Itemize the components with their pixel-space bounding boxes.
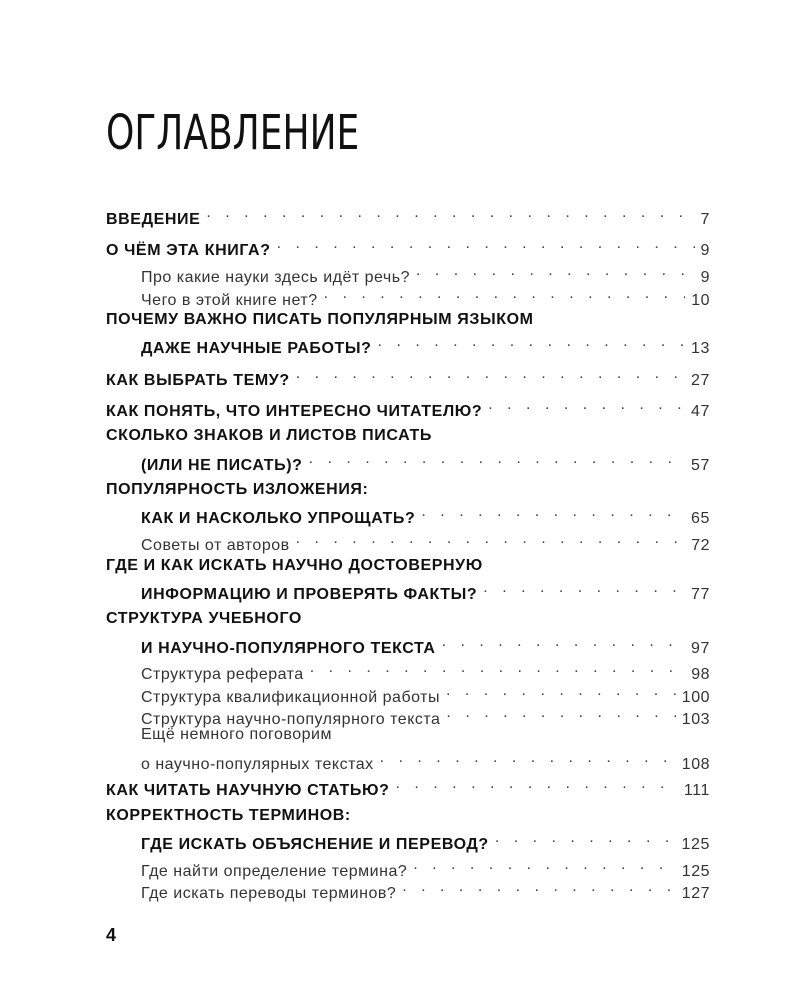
- toc-subentry-title: Структура научно-популярного текста: [141, 711, 441, 728]
- toc-leader-dots: [442, 631, 685, 653]
- toc-subentry-page: 103: [681, 711, 710, 728]
- toc-entry-title: КОРРЕКТНОСТЬ ТЕРМИНОВ:: [106, 807, 351, 824]
- toc-subentry-title: Структура реферата: [141, 666, 304, 683]
- toc-leader-dots: [396, 773, 678, 795]
- toc-leader-dots: [446, 702, 675, 724]
- toc-entry-title: СКОЛЬКО ЗНАКОВ И ЛИСТОВ ПИСАТЬ: [106, 427, 432, 444]
- toc-entry-page: 57: [691, 457, 710, 474]
- toc-entry-title: ИНФОРМАЦИЮ И ПРОВЕРЯТЬ ФАКТЫ?: [141, 586, 478, 603]
- toc-subentry-page: 72: [691, 537, 710, 554]
- toc-entry-title: СТРУКТУРА УЧЕБНОГО: [106, 610, 302, 627]
- toc-leader-dots: [416, 260, 695, 282]
- toc-entry: [106, 363, 710, 392]
- toc-subentry-title: Где искать переводы терминов?: [141, 885, 397, 902]
- toc-entry-title: ВВЕДЕНИЕ: [106, 211, 201, 228]
- toc-entry-page: 47: [691, 403, 710, 420]
- toc-subentry-title: о научно-популярных текстах: [141, 756, 374, 773]
- toc-entry-page: 77: [691, 586, 710, 603]
- toc-entry-title: КАК И НАСКОЛЬКО УПРОЩАТЬ?: [141, 510, 416, 527]
- toc-entry-title: О ЧЁМ ЭТА КНИГА?: [106, 242, 271, 259]
- toc-entry: [106, 233, 710, 262]
- toc-entry: [141, 631, 710, 660]
- toc-subentry-title: Чего в этой книге нет?: [141, 292, 318, 309]
- toc-leader-dots: [495, 827, 676, 849]
- toc-subentry-page: 10: [691, 292, 710, 309]
- toc-subentry-page: 108: [681, 756, 710, 773]
- toc-entry: [141, 577, 710, 606]
- toc-entry: [141, 501, 710, 530]
- toc-entry-title: ГДЕ ИСКАТЬ ОБЪЯСНЕНИЕ И ПЕРЕВОД?: [141, 836, 489, 853]
- toc-subentry-page: 127: [681, 885, 710, 902]
- toc-entry-title: (ИЛИ НЕ ПИСАТЬ)?: [141, 457, 303, 474]
- toc-entry-title: И НАУЧНО-ПОПУЛЯРНОГО ТЕКСТА: [141, 640, 436, 657]
- toc-entry-title: КАК ЧИТАТЬ НАУЧНУЮ СТАТЬЮ?: [106, 782, 390, 799]
- toc-entry-page: 9: [700, 242, 710, 259]
- toc-subentry-title: Где найти определение термина?: [141, 863, 408, 880]
- toc-subentry-title: Структура квалификационной работы: [141, 689, 440, 706]
- toc-leader-dots: [206, 202, 694, 224]
- toc-subentry: [141, 876, 710, 905]
- toc-leader-dots: [277, 233, 695, 255]
- toc-entry-line: [106, 309, 710, 331]
- toc-entry: [141, 448, 710, 477]
- toc-entry: [106, 394, 710, 423]
- page-number: 4: [106, 925, 117, 945]
- toc-leader-dots: [402, 876, 676, 898]
- toc-entry-page: 65: [691, 510, 710, 527]
- toc-entry: [106, 202, 710, 231]
- toc-entry-line: [106, 479, 710, 501]
- toc-entry-page: 27: [691, 372, 710, 389]
- toc-entry-page: 13: [691, 340, 710, 357]
- toc-subentry-line: [141, 724, 710, 746]
- toc-entry-title: ПОПУЛЯРНОСТЬ ИЗЛОЖЕНИЯ:: [106, 481, 369, 498]
- toc-subentry: [141, 747, 710, 776]
- toc-subentry-page: 9: [700, 269, 710, 286]
- toc-subentry-page: 100: [681, 689, 710, 706]
- toc-entry-title: ДАЖЕ НАУЧНЫЕ РАБОТЫ?: [141, 340, 372, 357]
- toc-leader-dots: [446, 680, 676, 702]
- toc-entry-page: 97: [691, 640, 710, 657]
- toc-entry-page: 125: [681, 836, 710, 853]
- toc-leader-dots: [309, 448, 685, 470]
- toc-subentry-page: 98: [691, 666, 710, 683]
- toc-entry-page: 111: [683, 782, 710, 799]
- toc-subentry-title: Про какие науки здесь идёт речь?: [141, 269, 410, 286]
- toc-leader-dots: [324, 283, 686, 305]
- toc-entry-line: [106, 805, 710, 827]
- toc-entry-line: [106, 555, 710, 577]
- toc-leader-dots: [310, 657, 686, 679]
- toc-leader-dots: [380, 747, 676, 769]
- toc-leader-dots: [413, 854, 676, 876]
- toc-leader-dots: [421, 501, 685, 523]
- toc-entry: [141, 331, 710, 360]
- toc-entry-title: КАК ВЫБРАТЬ ТЕМУ?: [106, 372, 290, 389]
- toc-entry-title: КАК ПОНЯТЬ, ЧТО ИНТЕРЕСНО ЧИТАТЕЛЮ?: [106, 403, 483, 420]
- toc-leader-dots: [296, 363, 685, 385]
- toc-subentry-page: 125: [681, 863, 710, 880]
- toc-subentry: [141, 528, 710, 557]
- toc-entry-title: ПОЧЕМУ ВАЖНО ПИСАТЬ ПОПУЛЯРНЫМ ЯЗЫКОМ: [106, 311, 534, 328]
- toc-leader-dots: [488, 394, 685, 416]
- toc-leader-dots: [296, 528, 686, 550]
- toc-entry-page: 7: [700, 211, 710, 228]
- toc-subentry-title: Ещё немного поговорим: [141, 726, 332, 743]
- toc-leader-dots: [483, 577, 685, 599]
- toc-entry-title: ГДЕ И КАК ИСКАТЬ НАУЧНО ДОСТОВЕРНУЮ: [106, 557, 483, 574]
- toc-entry: [106, 773, 710, 802]
- toc-entry: [141, 827, 710, 856]
- page-title: ОГЛАВЛЕНИЕ: [106, 105, 360, 161]
- toc-entry-line: [106, 608, 710, 630]
- toc-subentry-title: Советы от авторов: [141, 537, 290, 554]
- toc-entry-line: [106, 425, 710, 447]
- toc-subentry: [141, 283, 710, 312]
- toc-leader-dots: [378, 331, 685, 353]
